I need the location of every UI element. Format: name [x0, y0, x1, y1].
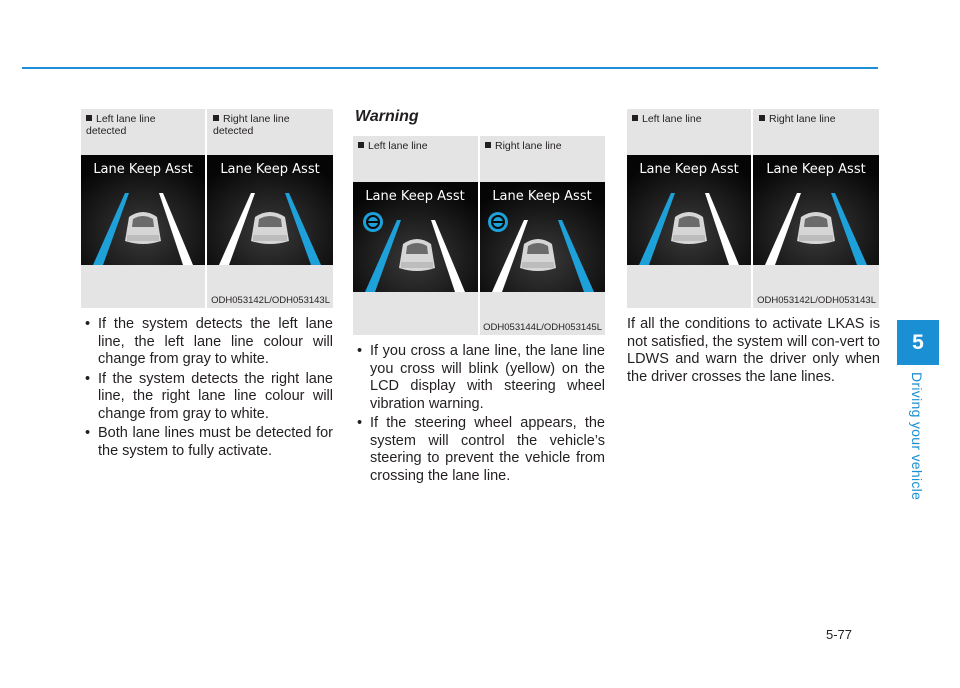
- bullet-item: • If the steering wheel appears, the system will control the vehicle’s steering to prevent the vehicle from crossing the lane line.: [352, 415, 605, 485]
- lka-warning-screen-left: [353, 182, 478, 292]
- bullet-item: • If the system detects the right lane line, the right lane line colour will change from gray to white.: [80, 371, 333, 424]
- figure-lane-warning: [353, 136, 605, 335]
- car-icon: [125, 212, 161, 244]
- car-icon: [251, 212, 289, 244]
- figure-code: ODH053142L/ODH053143L: [757, 295, 876, 306]
- page-number: 5-77: [826, 627, 853, 642]
- screen-title: Lane Keep Asst: [365, 189, 465, 204]
- ldws-screen-right: [753, 155, 879, 265]
- chapter-title: Driving your vehicle: [909, 372, 925, 501]
- left-lane-label: Left lane line: [632, 113, 742, 125]
- steering-wheel-icon: [363, 212, 383, 232]
- screen-title: Lane Keep Asst: [220, 162, 320, 177]
- steering-wheel-icon: [488, 212, 508, 232]
- chapter-number-tab: 5: [897, 320, 939, 365]
- bullet-item: • Both lane lines must be detected for the system to fully activate.: [80, 425, 333, 460]
- right-lane-label: Right lane line: [485, 140, 595, 152]
- car-icon: [399, 239, 435, 271]
- top-rule: [22, 67, 878, 69]
- screen-title: Lane Keep Asst: [492, 189, 592, 204]
- warning-title: Warning: [355, 108, 419, 125]
- figure-code: ODH053142L/ODH053143L: [211, 295, 330, 306]
- ldws-paragraph: If all the conditions to activate LKAS is not satisfied, the system will con-vert to LDWS and warn the driver only when the driver crosses the lane lines.: [627, 316, 880, 385]
- left-lane-detected-label: Left lane line detected: [86, 113, 156, 137]
- right-lane-detected-label: Right lane line detected: [213, 113, 290, 137]
- screen-title: Lane Keep Asst: [93, 162, 193, 177]
- figure-code: ODH053144L/ODH053145L: [483, 322, 602, 333]
- car-icon: [671, 212, 707, 244]
- right-lane-label: Right lane line: [759, 113, 869, 125]
- ldws-screen-left: [627, 155, 751, 265]
- screen-title: Lane Keep Asst: [639, 162, 739, 177]
- figure-lane-ldws: [627, 109, 879, 308]
- screen-title: Lane Keep Asst: [766, 162, 866, 177]
- bullet-list-detection: [80, 316, 333, 462]
- left-lane-label: Left lane line: [358, 140, 468, 152]
- bullet-item: • If the system detects the left lane line, the left lane line colour will change from gray to white.: [80, 316, 333, 369]
- bullet-item: • If you cross a lane line, the lane line you cross will blink (yellow) on the LCD display with steering wheel vibration warning.: [352, 343, 605, 413]
- car-icon: [797, 212, 835, 244]
- lka-warning-screen-right: [480, 182, 605, 292]
- bullet-list-warning: [352, 343, 605, 487]
- car-icon: [520, 239, 556, 271]
- lka-screen-right: [207, 155, 333, 265]
- figure-lane-detected: [81, 109, 333, 308]
- lka-screen-left: [81, 155, 205, 265]
